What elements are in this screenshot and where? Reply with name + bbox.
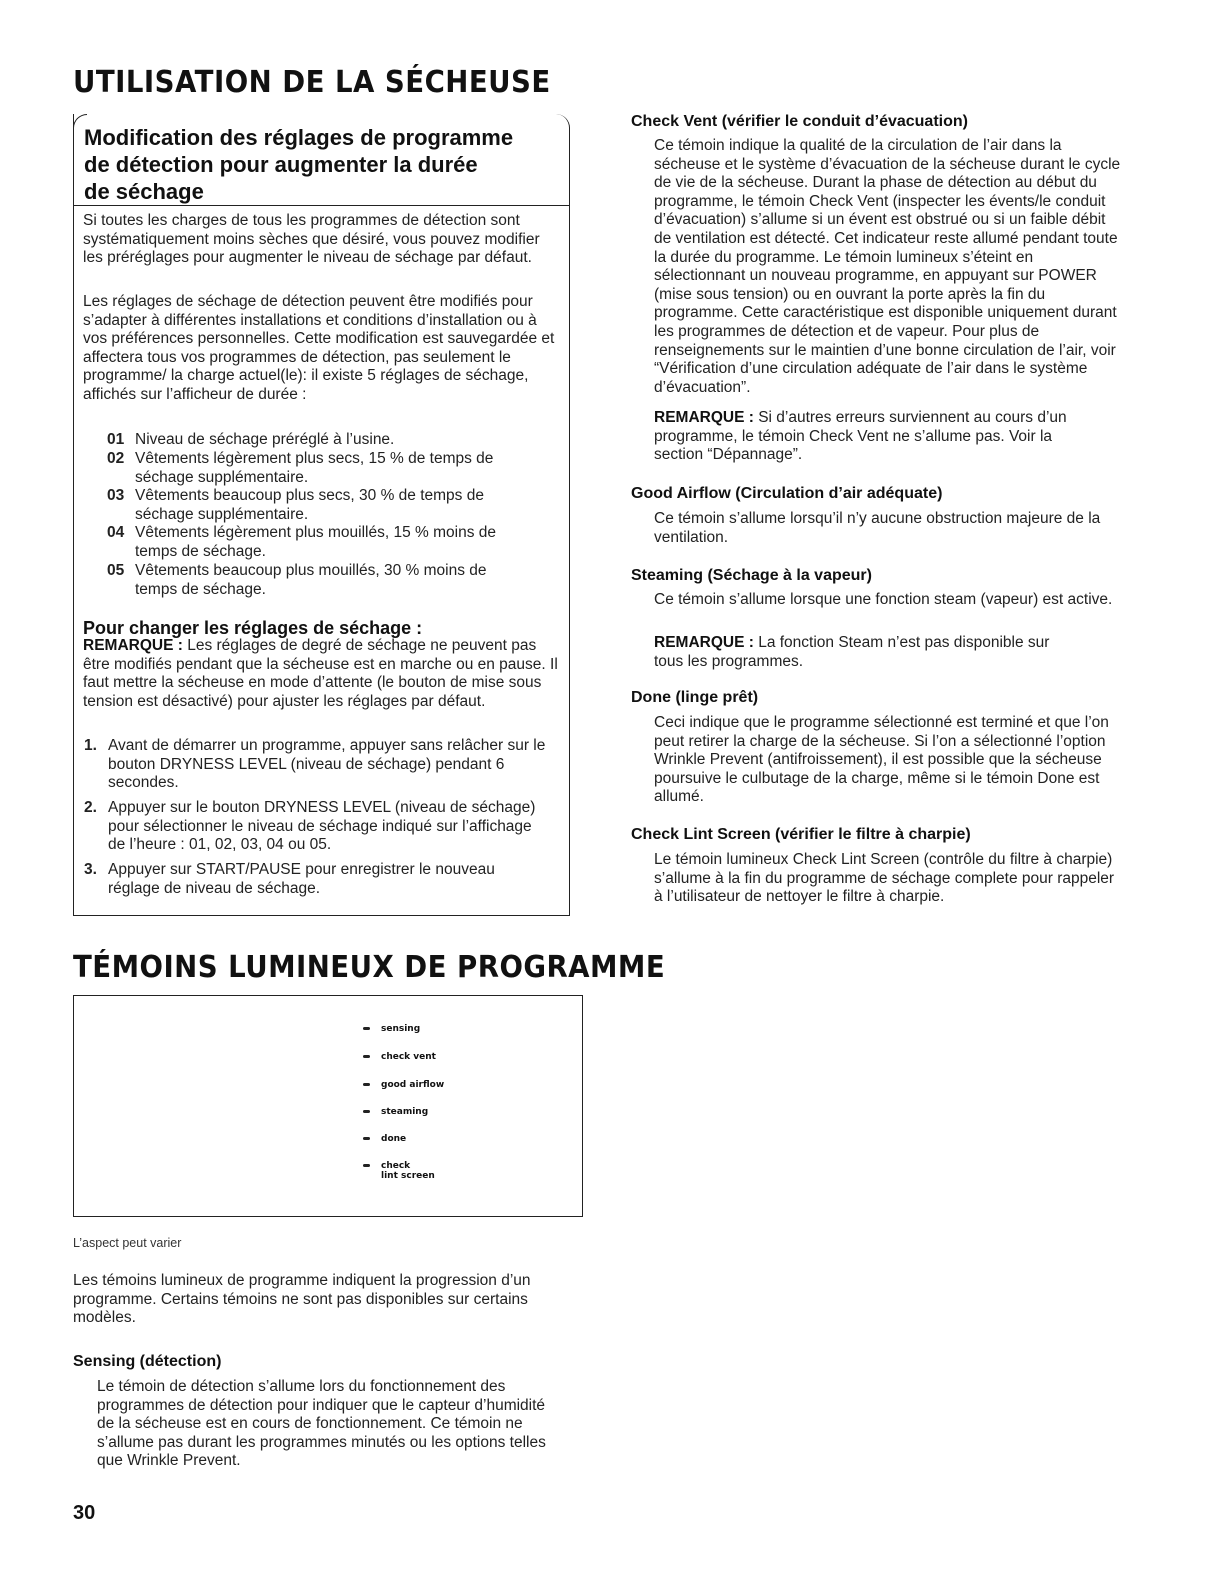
done-text: Ceci indique que le programme sélectionné est terminé et que l’on peut retirer la charge de la sécheuse. Si l’on a sélectionné l’option Wrinkle Prevent (antifroissement), il est possible que la sécheuse poursuive le culbutage de la charge, même si le témoin Done est allumé.	[654, 714, 1109, 806]
panel-caption: L’aspect peut varier	[73, 1236, 182, 1250]
step-number: 2.	[84, 799, 97, 816]
dryness-level-code: 05	[107, 562, 125, 579]
led-dot-icon	[363, 1137, 370, 1140]
box-title-line-2: de détection pour augmenter la durée	[84, 152, 478, 177]
led-dot-icon	[363, 1164, 370, 1167]
led-dot-icon	[363, 1083, 370, 1086]
dryness-level-text: Vêtements légèrement plus mouillés, 15 % moins de temps de séchage.	[135, 524, 496, 560]
box-title	[84, 124, 564, 205]
section-heading-utilisation: UTILISATION DE LA SÉCHEUSE	[73, 65, 551, 100]
indicators-intro: Les témoins lumineux de programme indiquent la progression d’un programme. Certains témoins ne sont pas disponibles sur certains modèles.	[73, 1272, 531, 1327]
led-dot-icon	[363, 1027, 370, 1030]
box-divider	[73, 205, 570, 206]
box-para-1: Si toutes les charges de tous les programmes de détection sont systématiquement moins sèches que désiré, vous pouvez modifier les préréglages pour augmenter le niveau de séchage par défaut.	[83, 212, 540, 267]
dryness-level-code: 04	[107, 524, 125, 541]
led-dot-icon	[363, 1055, 370, 1058]
sensing-text: Le témoin de détection s’allume lors du fonctionnement des programmes de détection pour indiquer que le capteur d’humidité de la sécheuse est en cours de fonctionnement. Ce témoin ne s’allume pas durant les programmes minutés ou les options telles que Wrinkle Prevent.	[97, 1378, 546, 1470]
check-vent-note-text: Si d’autres erreurs surviennent au cours d’un programme, le témoin Check Vent ne s’allume pas. Voir la section “Dépannage”.	[654, 409, 1067, 464]
step-text: Appuyer sur START/PAUSE pour enregistrer le nouveau réglage de niveau de séchage.	[108, 861, 495, 897]
steaming-note-label: REMARQUE :	[654, 634, 754, 651]
section-heading-temoins: TÉMOINS LUMINEUX DE PROGRAMME	[73, 950, 666, 985]
sensing-heading: Sensing (détection)	[73, 1353, 222, 1370]
steaming-heading: Steaming (Séchage à la vapeur)	[631, 567, 872, 584]
dryness-level-item	[107, 524, 527, 561]
dryness-level-code: 03	[107, 487, 125, 504]
check-vent-text: Ce témoin indique la qualité de la circulation de l’air dans la sécheuse et le système d’évacuation de la sécheuse durant le cycle de vie de la sécheuse. Durant la phase de détection au début du programme, le témoin Check Vent (inspecter les évents/le conduit d’évacuation) s’allume si un évent est obstrué ou si un faible débit de ventilation est détecté. Cet indicateur reste allumé pendant toute la durée du programme. Le témoin lumineux s’éteint en sélectionnant un nouveau programme, en appuyant sur POWER (mise sous tension) ou en ouvrant la porte après la fin du programme. Cette caractéristique est disponible uniquement durant les programmes de détection et de vapeur. Pour plus de renseignements sur le maintien d’une bonne circulation de l’air, voir “Vérification d’une circulation adéquate de l’air dans le système d’évacuation”.	[654, 137, 1121, 396]
box-para-2: Les réglages de séchage de détection peuvent être modifiés pour s’adapter à différentes installations et conditions d’installation ou à vos préférences personnelles. Cette modification est sauvegardée et affectera tous vos programmes de détection, pas seulement le programme/ la charge actuel(le): il existe 5 réglages de séchage, affichés sur l’afficheur de durée :	[83, 293, 555, 403]
step-text: Appuyer sur le bouton DRYNESS LEVEL (niveau de séchage) pour sélectionner le niveau de séchage indiqué sur l’affichage de l’heure : 01, 02, 03, 04 ou 05.	[108, 799, 536, 854]
steaming-note	[654, 634, 1074, 671]
step-text: Avant de démarrer un programme, appuyer sans relâcher sur le bouton DRYNESS LEVEL (niveau de séchage) pendant 6 secondes.	[108, 737, 546, 792]
led-label: check vent	[381, 1052, 436, 1062]
page-number: 30	[73, 1502, 96, 1524]
check-vent-note-label: REMARQUE :	[654, 409, 754, 426]
dryness-level-item	[107, 431, 527, 450]
dryness-level-item	[107, 487, 527, 524]
note-label: REMARQUE :	[83, 637, 183, 654]
indicator-panel-illustration	[73, 995, 583, 1217]
step-item	[84, 799, 546, 855]
led-label-line-2: lint screen	[381, 1171, 435, 1181]
led-label: check	[381, 1161, 411, 1171]
dryness-level-text: Vêtements beaucoup plus mouillés, 30 % moins de temps de séchage.	[135, 562, 487, 598]
indicator-led	[363, 1161, 435, 1181]
indicator-led	[363, 1107, 428, 1117]
good-airflow-text: Ce témoin s’allume lorsqu’il n’y aucune obstruction majeure de la ventilation.	[654, 510, 1101, 546]
step-item	[84, 737, 546, 793]
step-number: 1.	[84, 737, 97, 754]
box-title-line-3: de séchage	[84, 179, 204, 204]
change-settings-heading: Pour changer les réglages de séchage :	[83, 618, 423, 638]
indicator-led	[363, 1052, 436, 1062]
steaming-note-text: La fonction Steam n’est pas disponible sur tous les programmes.	[654, 634, 1050, 670]
done-heading: Done (linge prêt)	[631, 689, 759, 706]
indicator-led	[363, 1024, 420, 1034]
led-label: steaming	[381, 1107, 429, 1117]
steaming-text: Ce témoin s’allume lorsque une fonction steam (vapeur) est active.	[654, 591, 1113, 608]
check-vent-note	[654, 409, 1084, 465]
dryness-level-item	[107, 562, 527, 599]
change-settings-note	[83, 637, 561, 711]
dryness-level-text: Vêtements beaucoup plus secs, 30 % de temps de séchage supplémentaire.	[135, 487, 484, 523]
dryness-level-code: 01	[107, 431, 125, 448]
dryness-level-text: Vêtements légèrement plus secs, 15 % de temps de séchage supplémentaire.	[135, 450, 494, 486]
led-dot-icon	[363, 1110, 370, 1113]
indicator-led	[363, 1080, 444, 1090]
check-vent-heading: Check Vent (vérifier le conduit d’évacuation)	[631, 113, 968, 130]
led-label: good airflow	[381, 1080, 445, 1090]
led-label: done	[381, 1134, 407, 1144]
indicator-led	[363, 1134, 406, 1144]
note-text: Les réglages de degré de séchage ne peuvent pas être modifiés pendant que la sécheuse est en marche ou en pause. Il faut mettre la sécheuse en mode d’attente (le bouton de mise sous tension est désactivé) pour ajuster les réglages par défaut.	[83, 637, 558, 710]
step-item	[84, 861, 546, 898]
dryness-level-code: 02	[107, 450, 125, 467]
box-title-line-1: Modification des réglages de programme	[84, 125, 514, 150]
lint-text: Le témoin lumineux Check Lint Screen (contrôle du filtre à charpie) s’allume à la fin du programme de séchage complete pour rappeler à l’utilisateur de nettoyer le filtre à charpie.	[654, 851, 1115, 906]
dryness-level-item	[107, 450, 527, 487]
led-label: sensing	[381, 1024, 421, 1034]
step-number: 3.	[84, 861, 97, 878]
dryness-level-text: Niveau de séchage préréglé à l’usine.	[135, 431, 395, 448]
lint-heading: Check Lint Screen (vérifier le filtre à charpie)	[631, 826, 971, 843]
good-airflow-heading: Good Airflow (Circulation d’air adéquate)	[631, 485, 943, 502]
